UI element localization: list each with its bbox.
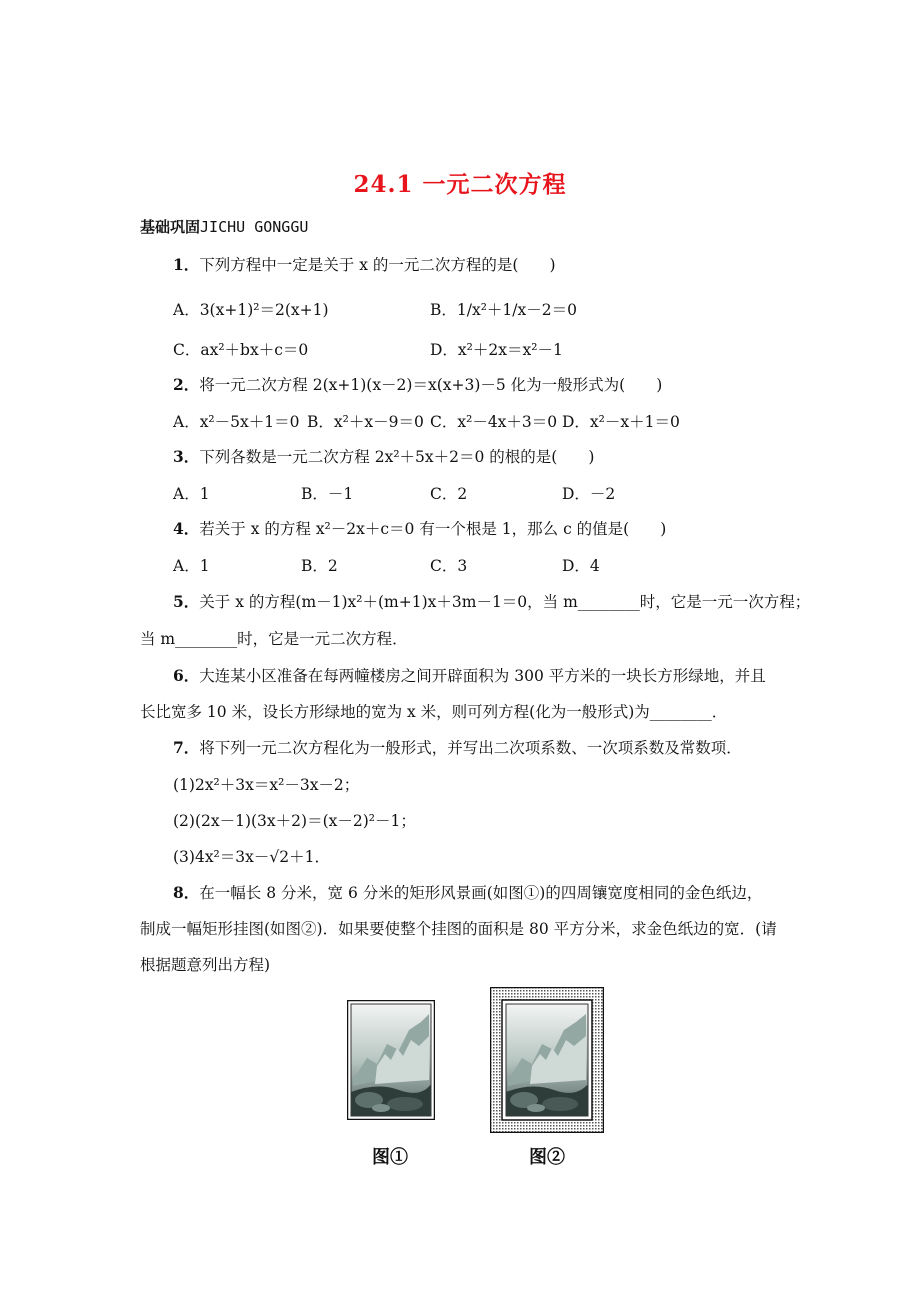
question-3-option-b: B．－1 xyxy=(301,485,354,503)
question-4-option-a: A．1 xyxy=(173,557,210,575)
figure-1-painting xyxy=(347,1000,435,1120)
question-4 xyxy=(173,517,666,539)
question-5-line-2: 当 m________时，它是一元二次方程． xyxy=(140,630,408,648)
question-3-text: 下列各数是一元二次方程 2x²＋5x＋2＝0 的根的是( ) xyxy=(199,448,595,466)
question-3-number: 3． xyxy=(173,447,200,466)
question-3 xyxy=(173,445,594,467)
question-4-option-b: B．2 xyxy=(301,557,338,575)
question-4-number: 4． xyxy=(173,519,200,538)
question-2-option-a: A．x²－5x＋1＝0 xyxy=(173,413,300,431)
question-7 xyxy=(173,736,742,758)
question-8-text-1: 在一幅长 8 分米，宽 6 分米的矩形风景画(如图①)的四周镶宽度相同的金色纸边， xyxy=(199,884,763,902)
section-heading-latin: JICHU GONGGU xyxy=(200,218,309,236)
question-3-option-d: D．－2 xyxy=(562,485,616,503)
figure-1-caption: 图① xyxy=(372,1147,408,1168)
question-8-line-2: 制成一幅矩形挂图(如图②)．如果要使整个挂图的面积是 80 平方分米，求金色纸边的宽．(请 xyxy=(140,920,777,938)
question-4-option-d: D．4 xyxy=(562,557,600,575)
question-5-line-1 xyxy=(173,590,810,612)
question-8-line-3: 根据题意列出方程) xyxy=(140,956,271,974)
question-5-text-1: 关于 x 的方程(m－1)x²＋(m+1)x＋3m－1＝0，当 m________时，它是一元一次方程； xyxy=(199,593,811,611)
question-1 xyxy=(173,253,556,275)
question-8-line-1 xyxy=(173,881,762,903)
question-6-line-2: 长比宽多 10 米，设长方形绿地的宽为 x 米，则可列方程(化为一般形式)为________． xyxy=(140,703,728,721)
question-2-option-c: C．x²－4x＋3＝0 xyxy=(430,413,558,431)
section-heading xyxy=(140,216,308,237)
question-2 xyxy=(173,373,662,395)
section-heading-cn: 基础巩固 xyxy=(140,218,201,236)
question-1-number: 1． xyxy=(173,255,200,274)
question-6-line-1 xyxy=(173,664,766,686)
question-1-option-d: D．x²＋2x＝x²－1 xyxy=(430,341,563,359)
question-5-number: 5． xyxy=(173,592,200,611)
question-7-part-3: (3)4x²＝3x－√2＋1． xyxy=(173,848,330,866)
question-4-option-c: C．3 xyxy=(430,557,468,575)
question-7-part-1: (1)2x²＋3x＝x²－3x－2； xyxy=(173,776,360,794)
question-2-option-b: B．x²＋x－9＝0 xyxy=(307,413,424,431)
question-2-text: 将一元二次方程 2(x+1)(x－2)＝x(x+3)－5 化为一般形式为( ) xyxy=(199,376,663,394)
question-3-option-c: C．2 xyxy=(430,485,468,503)
question-3-option-a: A．1 xyxy=(173,485,210,503)
question-6-number: 6． xyxy=(173,666,200,685)
figure-2-caption: 图② xyxy=(529,1147,565,1168)
question-4-text: 若关于 x 的方程 x²－2x＋c＝0 有一个根是 1，那么 c 的值是( ) xyxy=(199,520,667,538)
question-1-text: 下列方程中一定是关于 x 的一元二次方程的是( ) xyxy=(199,256,556,274)
question-8-number: 8． xyxy=(173,883,200,902)
figure-2-framed-painting xyxy=(490,987,604,1133)
page-title: 24.1 一元二次方程 xyxy=(353,171,567,198)
question-6-text-1: 大连某小区准备在每两幢楼房之间开辟面积为 300 平方米的一块长方形绿地，并且 xyxy=(199,667,766,685)
question-1-option-c: C．ax²＋bx＋c＝0 xyxy=(173,341,309,359)
question-7-number: 7． xyxy=(173,738,200,757)
question-7-part-2: (2)(2x－1)(3x＋2)＝(x－2)²－1； xyxy=(173,812,416,830)
question-1-option-a: A．3(x+1)²＝2(x+1) xyxy=(173,301,329,319)
question-7-text: 将下列一元二次方程化为一般形式，并写出二次项系数、一次项系数及常数项． xyxy=(199,739,742,757)
question-2-option-d: D．x²－x＋1＝0 xyxy=(562,413,680,431)
question-2-number: 2． xyxy=(173,375,200,394)
question-1-option-b: B．1/x²＋1/x－2＝0 xyxy=(430,301,577,319)
